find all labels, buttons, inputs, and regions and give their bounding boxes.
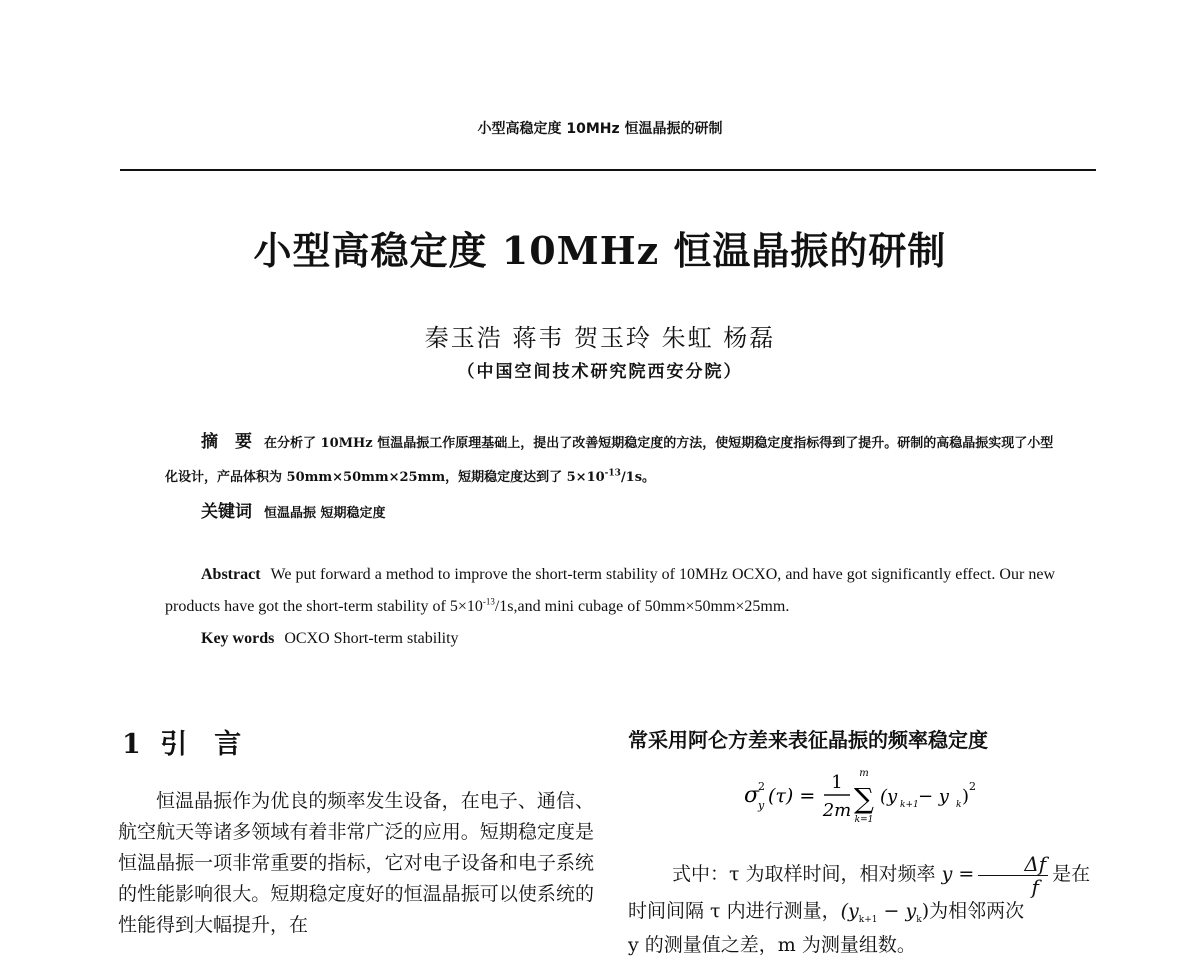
formula-sum-top: m bbox=[859, 768, 869, 779]
paper-title: 小型高稳定度 10MHz 恒温晶振的研制 bbox=[253, 228, 947, 273]
section-number: 1 bbox=[122, 729, 141, 760]
cn-abstract-text: 在分析了 10MHz 恒温晶振工作原理基础上，提出了改善短期稳定度的方法，使短期稳定度指标得到了提升。研制的高稳晶振实现了小型化设计，产品体积为 50mm×50mm×25mm，短期稳定度达到了 5×10 bbox=[165, 436, 1054, 485]
formula-body-sub2: k bbox=[956, 800, 962, 810]
formula-sigma: σ bbox=[744, 783, 760, 808]
section-title: 引 言 bbox=[160, 729, 242, 760]
formula-explanation bbox=[628, 848, 1098, 962]
intro-paragraph-text: 恒温晶振作为优良的频率发生设备，在电子、通信、航空航天等诸多领域有着非常广泛的应用。短期稳定度是恒温晶振一项非常重要的指标，它对电子设备和电子系统的性能影响很大。短期稳定度好的恒温晶振可以使系统的性能得到大幅提升，在 bbox=[118, 790, 594, 936]
explanation-text-1: 式中：τ 为取样时间，相对频率 bbox=[672, 863, 936, 885]
explanation-text-5: 为相邻两次 bbox=[929, 900, 1025, 922]
formula-sum-sign: ∑ bbox=[854, 782, 874, 815]
en-keywords-text: OCXO Short-term stability bbox=[284, 630, 459, 647]
explanation-text-6: y 的测量值之差，m 为测量组数。 bbox=[628, 934, 916, 956]
formula-sigma-sub: y bbox=[758, 799, 765, 812]
formula-sum-bottom: k=1 bbox=[854, 815, 874, 825]
difference-mid: − y bbox=[877, 900, 917, 922]
running-head: 小型高稳定度 10MHz 恒温晶振的研制 bbox=[477, 121, 723, 137]
en-keywords-label: Key words bbox=[201, 630, 275, 647]
allan-variance-intro: 常采用阿仑方差来表征晶振的频率稳定度 bbox=[628, 728, 988, 752]
en-abstract-label: Abstract bbox=[201, 566, 261, 583]
en-keywords bbox=[165, 623, 1055, 655]
english-abstract bbox=[165, 559, 1055, 655]
difference-sub1: k+1 bbox=[858, 914, 878, 925]
fraction-denominator: f bbox=[1031, 874, 1039, 899]
cn-keywords bbox=[165, 495, 1055, 531]
formula-body-sup: 2 bbox=[969, 780, 976, 793]
fraction-numerator: Δf bbox=[978, 853, 1048, 876]
cn-abstract-exponent: -13 bbox=[604, 468, 621, 479]
difference-close: ) bbox=[921, 900, 930, 922]
allan-variance-formula bbox=[740, 762, 1000, 830]
affiliation: （中国空间技术研究院西安分院） bbox=[457, 362, 743, 382]
formula-svg bbox=[740, 762, 1000, 830]
relative-frequency-symbol: y = bbox=[941, 863, 975, 885]
formula-frac-den: 2m bbox=[822, 800, 852, 821]
formula-sigma-sup: 2 bbox=[758, 780, 765, 793]
formula-lhs-arg: (τ) = bbox=[768, 785, 816, 807]
chinese-abstract bbox=[165, 425, 1055, 531]
formula-body-end: ) bbox=[962, 786, 970, 807]
formula-body: (y bbox=[880, 786, 898, 807]
explanation-text-3: 时间间隔 τ 内进行测量， bbox=[628, 900, 841, 922]
en-abstract-text: We put forward a method to improve the short-term stability of 10MHz OCXO, and have got significantly effect. Our new products have got the short-term stability of 5×10 bbox=[165, 566, 1055, 615]
cn-keywords-label: 关键词 bbox=[201, 502, 252, 522]
explanation-text-2: 是在 bbox=[1052, 863, 1091, 885]
section-heading bbox=[122, 722, 241, 761]
header-rule bbox=[120, 169, 1096, 171]
en-abstract-tail: /1s,and mini cubage of 50mm×50mm×25mm. bbox=[494, 598, 790, 615]
formula-body-mid: − y bbox=[918, 786, 949, 807]
cn-abstract-tail: /1s。 bbox=[620, 470, 656, 485]
difference-open: (y bbox=[840, 900, 859, 922]
authors: 秦玉浩 蒋韦 贺玉玲 朱虹 杨磊 bbox=[424, 324, 776, 352]
formula-frac-num: 1 bbox=[831, 772, 843, 793]
difference-sub2: k bbox=[916, 914, 922, 925]
formula-body-sub1: k+1 bbox=[900, 800, 919, 810]
cn-keywords-text: 恒温晶振 短期稳定度 bbox=[264, 506, 386, 521]
relative-frequency-fraction bbox=[978, 853, 1048, 898]
intro-paragraph bbox=[118, 786, 594, 941]
en-abstract-exponent: -13 bbox=[482, 596, 495, 607]
cn-abstract-label: 摘 要 bbox=[201, 432, 252, 452]
